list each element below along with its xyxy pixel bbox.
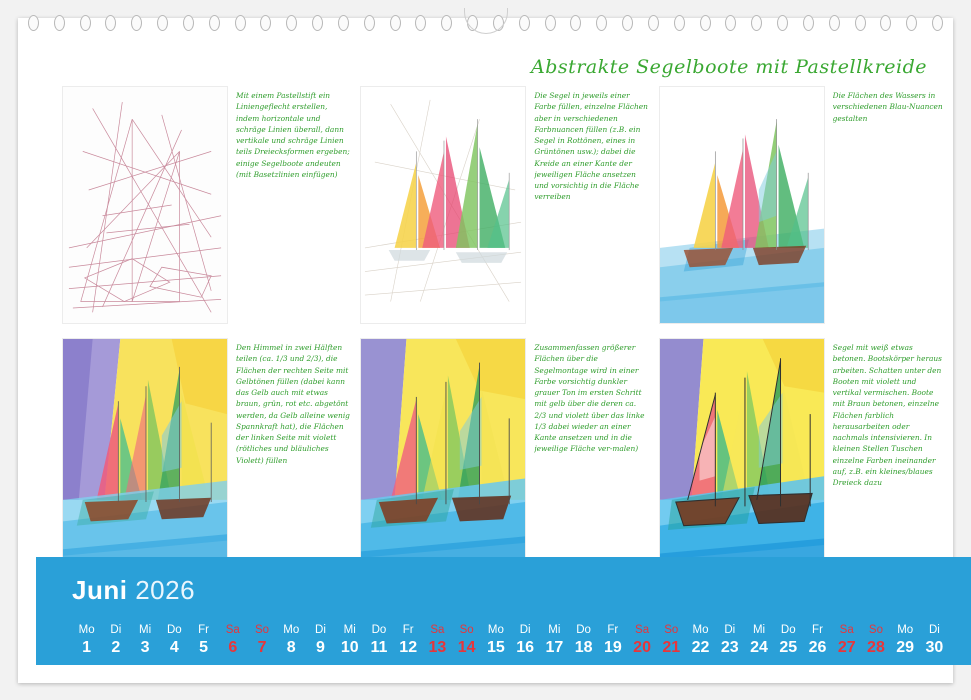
artwork-grid [62,86,947,576]
spiral-ring [855,15,866,31]
finished-painting-svg [660,339,824,575]
panel-6-note: Segel mit weiß etwas betonen. Bootskörper heraus arbeiten. Schatten unter den Booten mit violett und vertikal vermischen. Boote mit Braun betonen, einzelne Flächen farblich herausarbeiten oder nachmals intensivieren. In kleinen Stellen Tuschen einzelne Farben ineinander auf, z.B. ein kleines/blaues Dreieck dazu [832,343,942,487]
spiral-ring [725,15,736,31]
day-of-week-label: Do [576,624,591,636]
calendar-day [335,624,364,657]
calendar-day [394,624,423,657]
spiral-ring [131,15,142,31]
panel-1 [62,86,350,324]
panel-1-note: Mit einem Pastellstift ein Liniengeflecht erstellen, indem horizontale und schräge Linien überall, dann vertikale und schräge Linien teils Dreiecksformen ergeben; einige Segelboote andeuten (mit Basetzlinien einfügen) [236,91,350,179]
panel-1-artwork [62,86,228,324]
spiral-ring [415,15,426,31]
day-number: 27 [837,639,856,656]
day-number: 18 [574,639,593,656]
calendar-day [160,624,189,657]
day-number: 10 [340,639,359,656]
panel-3-note: Die Flächen des Wassers in verschiedenen Blau-Nuancen gestalten [832,91,943,123]
water-surface-svg [660,87,824,323]
panel-2-artwork [360,86,526,324]
month-label [72,575,195,606]
panel-5-artwork [360,338,526,576]
calendar-day [627,624,656,657]
calendar-day [715,624,744,657]
day-of-week-label: Fr [198,624,209,636]
day-of-week-label: Mo [487,624,504,636]
day-of-week-label: Di [315,624,326,636]
day-of-week-label: Di [928,624,940,636]
sky-halves-svg [63,339,227,575]
spiral-ring [364,15,375,31]
panel-5 [360,338,648,576]
day-number: 11 [370,639,388,656]
panel-2-note: Die Segel in jeweils einer Farbe füllen, einzelne Flächen aber in verschiedenen Farbnuancen füllen (z.B. ein Segel in Rottönen, eines in Grüntönen usw.); dabei die Kreide an einer Kante der jeweiligen Fläche ansetzen und vorsichtig in die Fläche verreiben [534,91,648,202]
day-number: 17 [545,639,564,656]
calendar-day [218,624,247,657]
colored-sails-svg [361,87,525,323]
day-of-week-label: Mo [897,624,914,636]
spiral-ring [803,15,814,31]
spiral-ring [545,15,556,31]
panel-5-note: Zusammenfassen größerer Flächen über die Segelmontage wird in einer Farbe vorsichtig dunkler grauer Ton im ersten Schritt mit gelb über die deren ca. 2/3 und violett über das linke 1/3 dabei wieder an einer Kante ansetzen und in die jeweilige Fläche ver-malen) [534,343,645,454]
spiral-ring [596,15,607,31]
day-of-week-label: Fr [812,624,823,636]
calendar-day [774,624,803,657]
day-of-week-label: Mi [343,624,356,636]
spiral-ring [829,15,840,31]
day-of-week-label: Mo [78,624,95,636]
spiral-ring [312,15,323,31]
calendar-day [72,624,101,657]
day-number: 8 [286,639,296,656]
day-of-week-label: Mi [752,624,766,636]
spiral-ring [570,15,581,31]
day-of-week-label: Mi [548,624,561,636]
day-number: 25 [779,639,798,656]
day-of-week-label: So [254,624,270,636]
spiral-ring [880,15,891,31]
day-number: 26 [808,639,827,656]
year-label: 2026 [135,575,196,605]
calendar-day [511,624,540,657]
panel-6-artwork [659,338,825,576]
calendar-day [832,624,861,657]
calendar-band [36,557,971,665]
calendar-day [891,624,920,657]
panel-4-note: Den Himmel in zwei Hälften teilen (ca. 1/3 und 2/3), die Flächen der rechten Seite mit Gelbtönen füllen (dabei kann das Gelb auch mit etwas braun, grün, rot etc. abgetönt werden, da Gelb alleine wenig Spannkraft hat), die Flächen der linken Seite mit violett (rötliches und bläuliches Violett) füllen [236,343,350,465]
day-of-week-label: Sa [839,624,854,636]
spiral-ring [674,15,685,31]
day-of-week-label: Di [724,624,736,636]
spiral-ring [105,15,116,31]
spiral-ring [777,15,788,31]
day-of-week-label: Do [780,624,796,636]
spiral-ring [390,15,401,31]
day-number: 19 [603,639,622,656]
calendar-day [803,624,832,657]
day-number: 16 [516,639,535,656]
calendar-day [247,624,276,657]
spiral-ring [209,15,220,31]
panel-3-artwork [659,86,825,324]
panel-3 [659,86,947,324]
large-areas-svg [361,339,525,575]
calendar-day [657,624,686,657]
spiral-ring [28,15,39,31]
calendar-day [686,624,715,657]
calendar-day [540,624,569,657]
day-number: 2 [111,639,121,656]
spiral-ring [622,15,633,31]
day-number: 3 [140,639,150,656]
panel-6 [659,338,947,576]
spiral-ring [700,15,711,31]
day-number: 12 [399,639,418,656]
day-number: 20 [633,639,651,656]
calendar-day [306,624,335,657]
day-number: 13 [428,639,447,656]
day-row [72,624,949,657]
day-of-week-label: Sa [430,624,445,636]
calendar-day [598,624,627,657]
day-of-week-label: So [664,624,679,636]
calendar-day [130,624,159,657]
day-number: 7 [257,639,267,656]
spiral-ring [54,15,65,31]
calendar-day [277,624,306,657]
day-number: 23 [720,639,739,656]
day-number: 28 [867,639,885,656]
day-of-week-label: Do [371,624,387,636]
pencil-sketch-svg [63,87,227,323]
calendar-day [861,624,890,657]
calendar-day [189,624,218,657]
spiral-ring [286,15,297,31]
day-number: 5 [199,639,208,656]
calendar-day [452,624,481,657]
day-of-week-label: Sa [225,624,240,636]
panel-4 [62,338,350,576]
panel-4-artwork [62,338,228,576]
day-number: 22 [691,639,710,656]
spiral-ring [932,15,943,31]
month-name: Juni [72,575,128,605]
day-number: 24 [750,639,768,656]
page-title: Abstrakte Segelboote mit Pastellkreide [531,56,927,78]
day-number: 29 [896,639,915,656]
spiral-ring [260,15,271,31]
day-of-week-label: Di [519,624,531,636]
day-of-week-label: So [868,624,883,636]
day-of-week-label: Fr [607,624,619,636]
calendar-sheet [18,18,953,683]
spiral-ring [157,15,168,31]
spiral-ring [648,15,659,31]
day-of-week-label: Mo [283,624,300,636]
spiral-ring [183,15,194,31]
day-of-week-label: Do [166,624,182,636]
day-number: 1 [82,639,92,656]
calendar-day [569,624,598,657]
day-of-week-label: Mi [139,624,152,636]
day-of-week-label: So [459,624,474,636]
spiral-ring [751,15,762,31]
spiral-ring [80,15,91,31]
day-number: 4 [169,639,179,656]
calendar-day [481,624,510,657]
day-of-week-label: Fr [402,624,414,636]
day-number: 6 [228,639,238,656]
spiral-ring [906,15,917,31]
day-of-week-label: Mo [692,624,709,636]
day-of-week-label: Di [110,624,122,636]
calendar-day [423,624,452,657]
spiral-ring [235,15,246,31]
calendar-day [364,624,393,657]
day-number: 30 [925,639,944,656]
calendar-day [101,624,130,657]
day-number: 15 [487,639,505,656]
panel-2 [360,86,648,324]
spiral-ring [519,15,530,31]
day-number: 14 [457,639,476,656]
spiral-ring [441,15,452,31]
day-number: 21 [662,639,681,656]
calendar-day [744,624,773,657]
spiral-ring [338,15,349,31]
calendar-day [920,624,949,657]
day-number: 9 [316,639,325,656]
day-of-week-label: Sa [635,624,650,636]
